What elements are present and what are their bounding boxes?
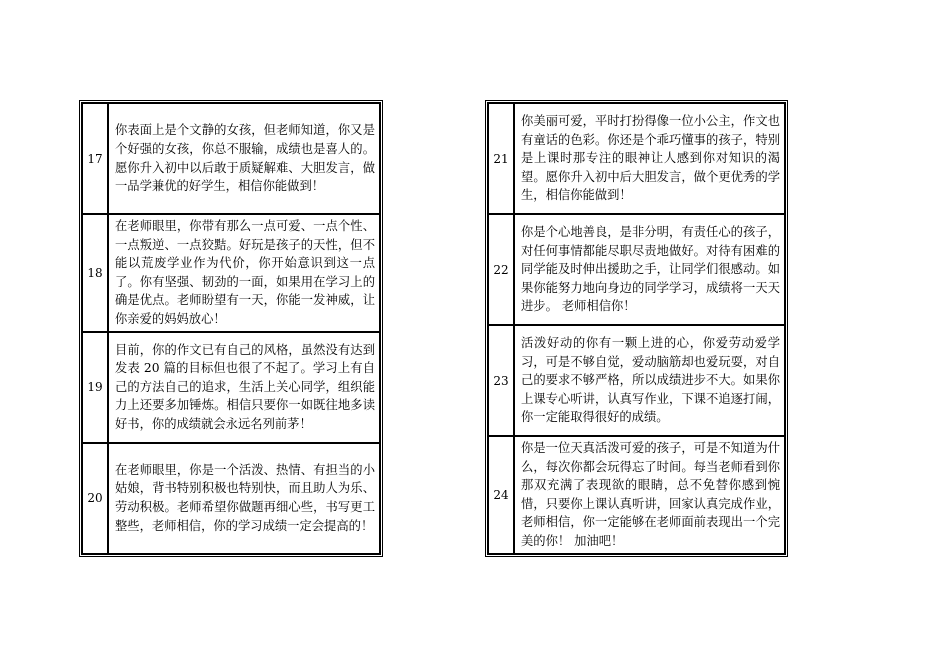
teacher-comment: 你美丽可爱，平时打扮得像一位小公主，作文也有童话的色彩。你还是个乖巧懂事的孩子，特别是上课时那专注的眼神让人感到你对知识的渴望。愿你升入初中后大胆发言，做个更优秀的学生，相信你能做到！	[514, 103, 785, 214]
student-number: 20	[82, 443, 108, 554]
teacher-comment: 在老师眼里，你是一个活泼、热情、有担当的小姑娘，背书特别积极也特别快，而且助人为乐、劳动积极。老师希望你做题再细心些，书写更工整些，老师相信，你的学习成绩一定会提高的！	[108, 443, 380, 554]
student-number: 17	[82, 103, 108, 214]
table-row	[82, 332, 380, 443]
right-comment-table	[485, 100, 788, 557]
table-row	[82, 103, 380, 214]
table-row	[82, 214, 380, 332]
student-number: 24	[488, 436, 514, 554]
teacher-comment: 你是一位天真活泼可爱的孩子，可是不知道为什么，每次你都会玩得忘了时间。每当老师看到你那双充满了表现欲的眼睛，总不免替你感到惋惜，只要你上课认真听讲，回家认真完成作业，老师相信，你一定能够在老师面前表现出一个完美的你！ 加油吧！	[514, 436, 785, 554]
student-number: 23	[488, 325, 514, 436]
table-row	[488, 214, 785, 325]
student-number: 18	[82, 214, 108, 332]
teacher-comment: 在老师眼里，你带有那么一点可爱、一点个性、一点叛逆、一点狡黠。好玩是孩子的天性，但不能以荒废学业作为代价，你开始意识到这一点了。你有坚强、韧劲的一面，如果用在学习上的确是优点。老师盼望有一天，你能一发神威，让你亲爱的妈妈放心！	[108, 214, 380, 332]
table-row	[82, 443, 380, 554]
table-row	[488, 103, 785, 214]
teacher-comment: 目前，你的作文已有自己的风格，虽然没有达到发表 20 篇的目标但也很了不起了。学习上有自己的方法自己的追求，生活上关心同学，组织能力上还要多加锤炼。相信只要你一如既往地多读好书，你的成绩就会永远名列前茅！	[108, 332, 380, 443]
teacher-comment: 你表面上是个文静的女孩，但老师知道，你又是个好强的女孩，你总不服输，成绩也是喜人的。愿你升入初中以后敢于质疑解难、大胆发言，做一品学兼优的好学生，相信你能做到！	[108, 103, 380, 214]
table-row	[488, 436, 785, 554]
teacher-comment: 活泼好动的你有一颗上进的心，你爱劳动爱学习，可是不够自觉，爱动脑筋却也爱玩耍，对自己的要求不够严格，所以成绩进步不大。如果你上课专心听讲，认真写作业，下课不追逐打闹，你一定能取得很好的成绩。	[514, 325, 785, 436]
student-number: 19	[82, 332, 108, 443]
student-number: 21	[488, 103, 514, 214]
left-comment-table	[79, 100, 383, 557]
table-row	[488, 325, 785, 436]
student-number: 22	[488, 214, 514, 325]
teacher-comment: 你是个心地善良，是非分明，有责任心的孩子，对任何事情都能尽职尽责地做好。对待有困难的同学能及时伸出援助之手，让同学们很感动。如果你能努力地向身边的同学学习，成绩将一天天进步。 老师相信你！	[514, 214, 785, 325]
